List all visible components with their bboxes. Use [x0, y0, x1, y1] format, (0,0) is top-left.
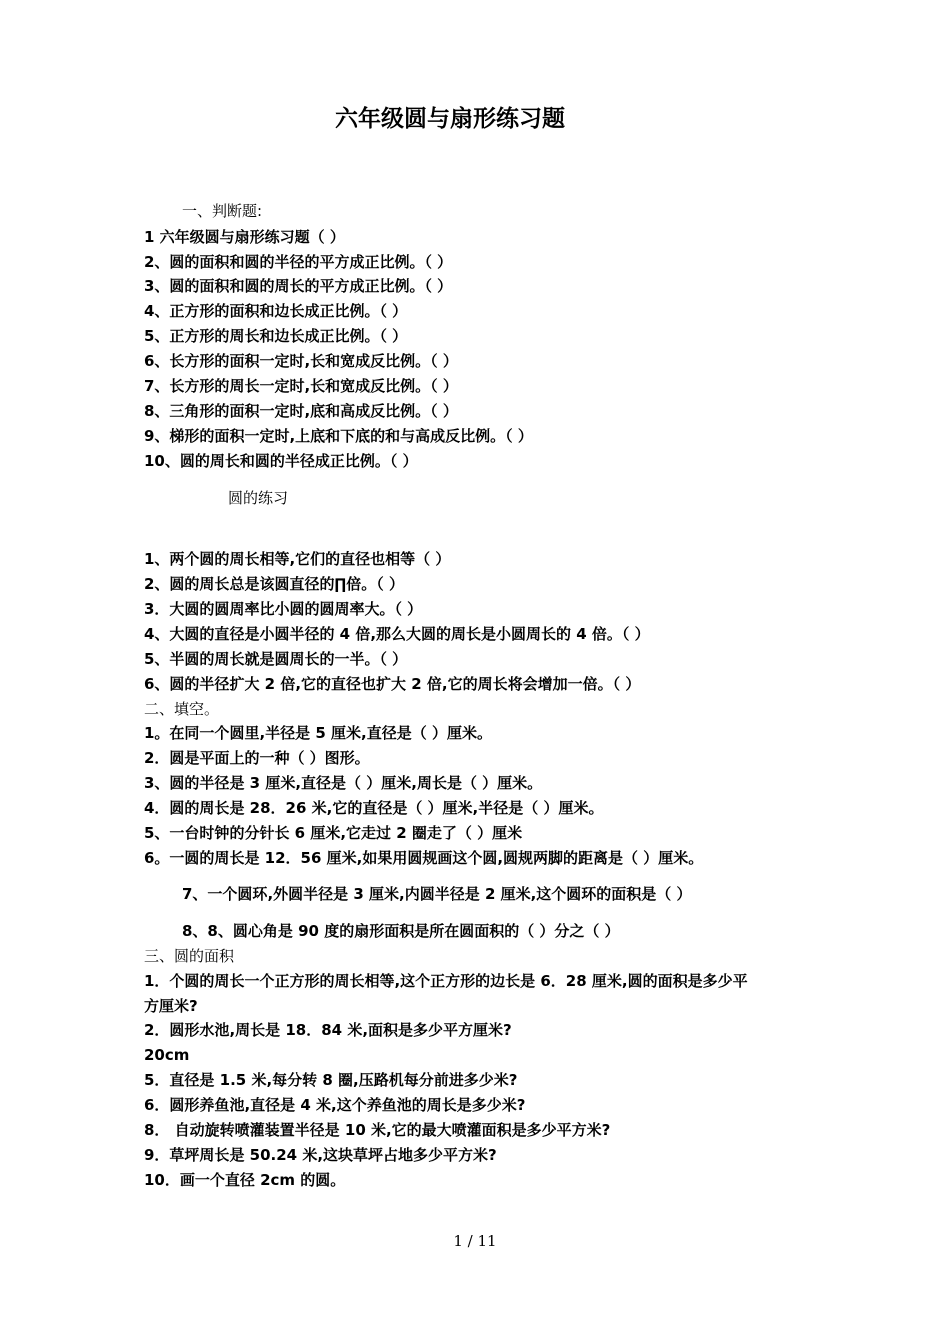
question-line: 4、大圆的直径是小圆半径的 4 倍,那么大圆的周长是小圆周长的 4 倍。（ ）	[144, 625, 650, 643]
section-heading-fill-in: 二、填空。	[144, 700, 220, 718]
question-line: 10、圆的周长和圆的半径成正比例。（ ）	[144, 452, 418, 470]
question-line: 方厘米?	[144, 997, 198, 1015]
question-line: 20cm	[144, 1046, 190, 1064]
question-line: 8、三角形的面积一定时,底和高成反比例。（ ）	[144, 402, 458, 420]
question-line: 2、圆的面积和圆的半径的平方成正比例。（ ）	[144, 253, 453, 271]
question-line: 9、梯形的面积一定时,上底和下底的和与高成反比例。（ ）	[144, 427, 533, 445]
section-heading-circle-area: 三、圆的面积	[144, 947, 235, 965]
question-line: 9．草坪周长是 50.24 米,这块草坪占地多少平方米?	[144, 1146, 497, 1164]
page-title: 六年级圆与扇形练习题	[335, 105, 565, 132]
question-line: 6、长方形的面积一定时,长和宽成反比例。（ ）	[144, 352, 458, 370]
section-heading-judgement: 一、判断题:	[182, 202, 263, 220]
question-line: 3．大圆的圆周率比小圆的圆周率大。（ ）	[144, 600, 423, 618]
question-line: 1 六年级圆与扇形练习题（ ）	[144, 228, 345, 246]
question-line: 5、一台时钟的分针长 6 厘米,它走过 2 圈走了（ ）厘米	[144, 824, 523, 842]
question-line: 4．圆的周长是 28．26 米,它的直径是（ ）厘米,半径是（ ）厘米。	[144, 799, 604, 817]
question-line: 5、半圆的周长就是圆周长的一半。（ ）	[144, 650, 408, 668]
question-line: 7、一个圆环,外圆半径是 3 厘米,内圆半径是 2 厘米,这个圆环的面积是（ ）	[182, 885, 692, 903]
question-line: 8、8、圆心角是 90 度的扇形面积是所在圆面积的（ ）分之（ ）	[182, 922, 620, 940]
question-line: 1。在同一个圆里,半径是 5 厘米,直径是（ ）厘米。	[144, 724, 492, 742]
question-line: 10．画一个直径 2cm 的圆。	[144, 1171, 346, 1189]
question-line: 8． 自动旋转喷灌装置半径是 10 米,它的最大喷灌面积是多少平方米?	[144, 1121, 611, 1139]
question-line: 7、长方形的周长一定时,长和宽成反比例。（ ）	[144, 377, 458, 395]
question-line: 1、两个圆的周长相等,它们的直径也相等（ ）	[144, 550, 451, 568]
question-line: 6。一圆的周长是 12．56 厘米,如果用圆规画这个圆,圆规两脚的距离是（ ）厘米。	[144, 849, 704, 867]
question-line: 5、正方形的周长和边长成正比例。（ ）	[144, 327, 408, 345]
page-number: 1 / 11	[453, 1232, 497, 1250]
question-line: 1．个圆的周长一个正方形的周长相等,这个正方形的边长是 6．28 厘米,圆的面积是多少平	[144, 972, 748, 990]
question-line: 2．圆是平面上的一种（ ）图形。	[144, 749, 370, 767]
question-line: 2、圆的周长总是该圆直径的∏倍。（ ）	[144, 575, 404, 593]
question-line: 3、圆的半径是 3 厘米,直径是（ ）厘米,周长是（ ）厘米。	[144, 774, 543, 792]
question-line: 5．直径是 1.5 米,每分转 8 圈,压路机每分前进多少米?	[144, 1071, 518, 1089]
subsection-heading-circle-practice: 圆的练习	[228, 489, 289, 507]
question-line: 3、圆的面积和圆的周长的平方成正比例。（ ）	[144, 277, 453, 295]
question-line: 6．圆形养鱼池,直径是 4 米,这个养鱼池的周长是多少米?	[144, 1096, 526, 1114]
question-line: 2．圆形水池,周长是 18．84 米,面积是多少平方厘米?	[144, 1021, 512, 1039]
question-line: 4、正方形的面积和边长成正比例。（ ）	[144, 302, 408, 320]
question-line: 6、圆的半径扩大 2 倍,它的直径也扩大 2 倍,它的周长将会增加一倍。（ ）	[144, 675, 641, 693]
